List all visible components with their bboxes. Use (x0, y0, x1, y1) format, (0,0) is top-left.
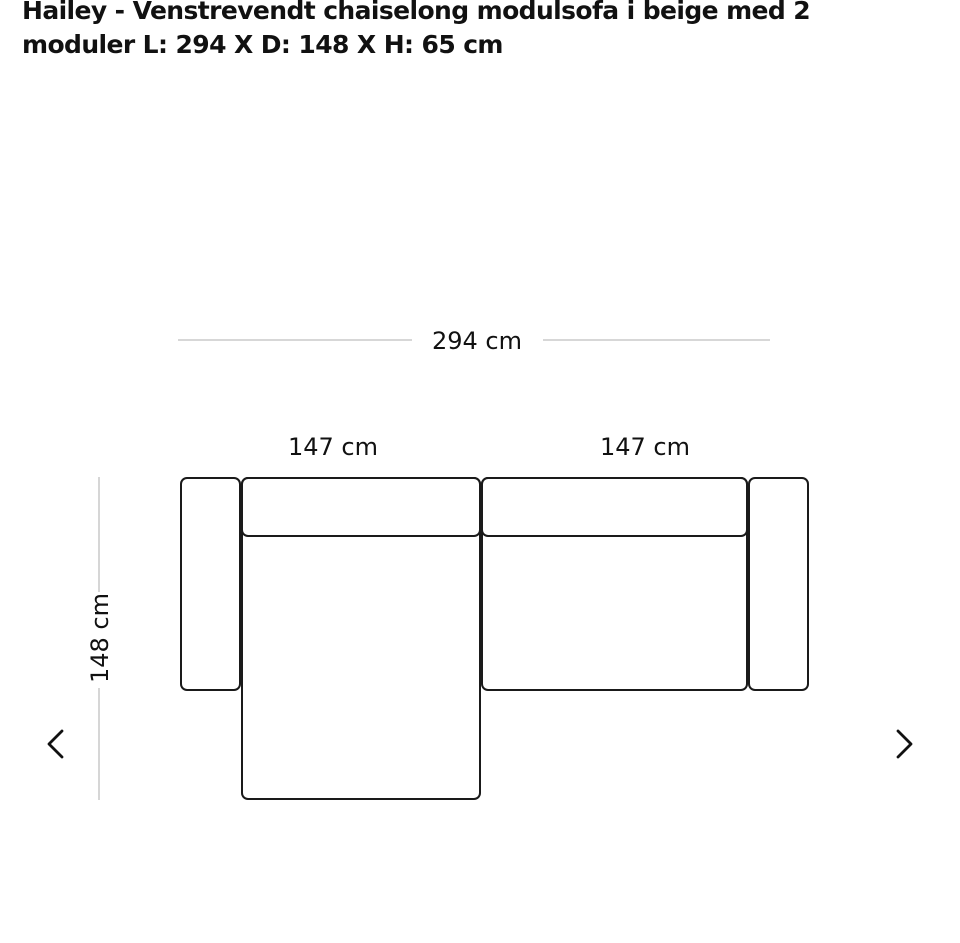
module-left-width-label: 147 cm (287, 433, 379, 461)
right-module-backrest (482, 478, 747, 536)
right-armrest (749, 478, 808, 690)
next-image-button[interactable] (882, 722, 926, 766)
chaise-module-backrest (242, 478, 480, 536)
product-title-line-2: moduler L: 294 X D: 148 X H: 65 cm (22, 30, 503, 59)
left-armrest (181, 478, 240, 690)
chevron-left-icon (34, 722, 78, 766)
total-width-label: 294 cm (431, 327, 523, 355)
chevron-right-icon (882, 722, 926, 766)
previous-image-button[interactable] (34, 722, 78, 766)
depth-label: 148 cm (86, 592, 114, 684)
product-title-line-1: Hailey - Venstrevendt chaiselong modulsofa i beige med 2 (22, 0, 811, 25)
module-right-width-label: 147 cm (599, 433, 691, 461)
